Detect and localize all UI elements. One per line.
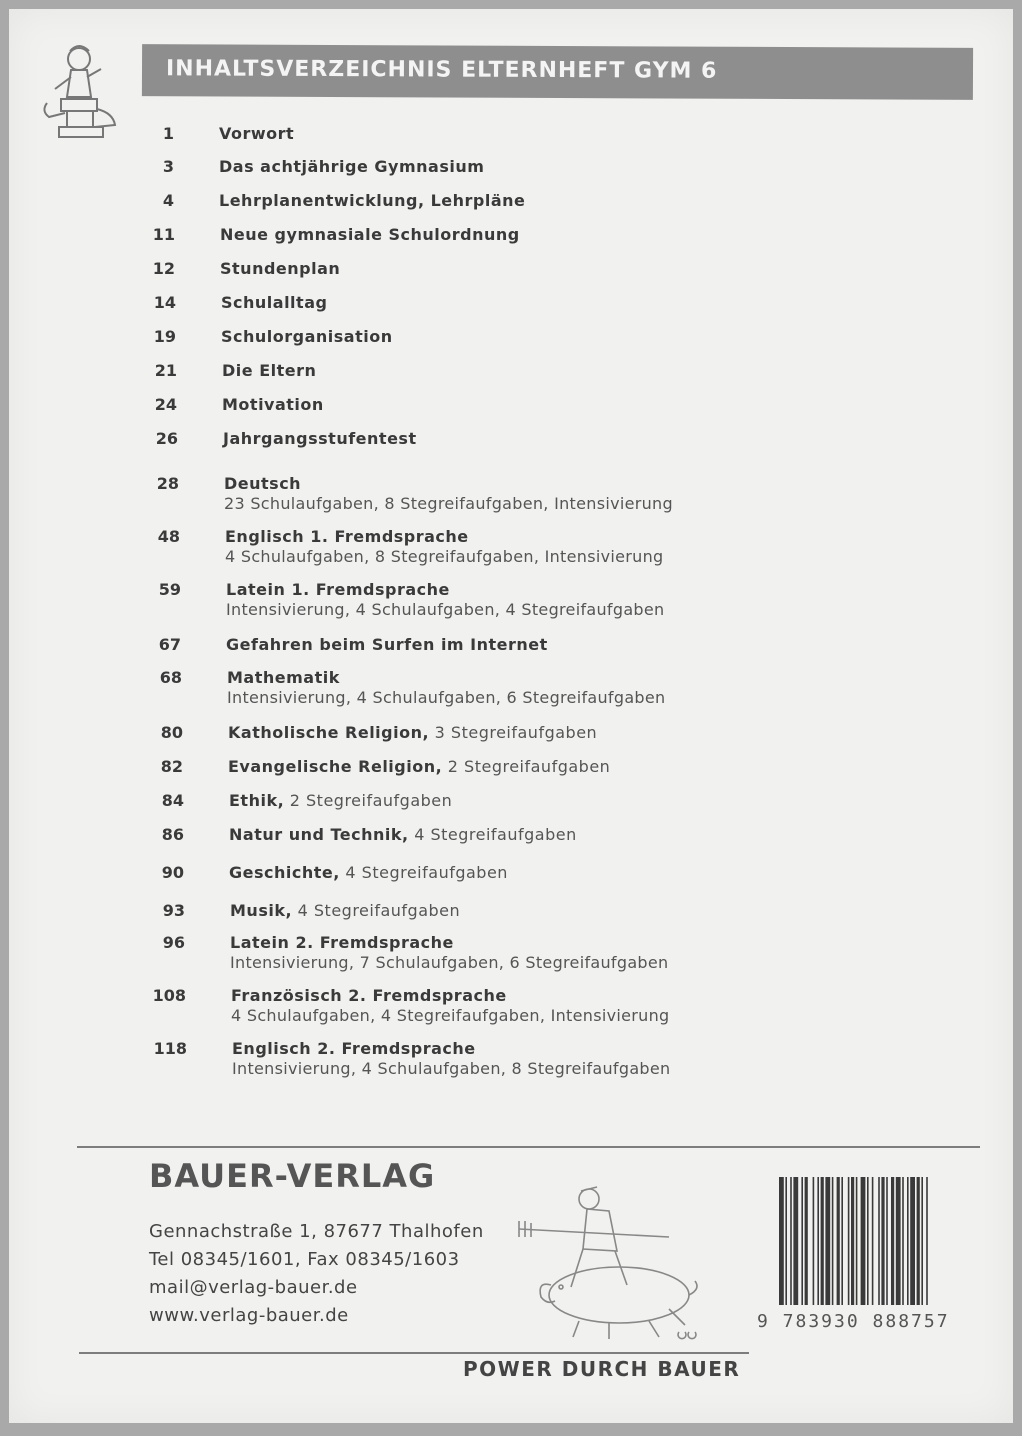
barcode-bar xyxy=(785,1177,787,1305)
barcode-bar xyxy=(793,1177,798,1305)
toc-page-number: 26 xyxy=(155,429,178,448)
barcode-bar xyxy=(921,1177,923,1305)
toc-title: Französisch 2. Fremdsprache xyxy=(231,986,507,1005)
publisher-address: Gennachstraße 1, 87677 Thalhofen xyxy=(149,1221,484,1242)
toc-title: Evangelische Religion, xyxy=(228,757,443,776)
toc-title: Die Eltern xyxy=(222,361,317,380)
toc-title-suffix: 2 Stegreifaufgaben xyxy=(442,757,611,776)
barcode-bar xyxy=(848,1177,850,1305)
toc-page-number: 82 xyxy=(160,757,183,776)
back-cover-page xyxy=(9,9,1013,1423)
toc-subtitle: Intensivierung, 4 Schulaufgaben, 4 Stegreifaufgaben xyxy=(226,600,665,619)
toc-title: Englisch 1. Fremdsprache xyxy=(225,527,469,546)
barcode-bar xyxy=(779,1177,784,1305)
publisher-website: www.verlag-bauer.de xyxy=(149,1305,349,1326)
publisher-email: mail@verlag-bauer.de xyxy=(149,1277,358,1298)
barcode-bar xyxy=(805,1177,808,1305)
toc-title: Natur und Technik, xyxy=(229,825,409,844)
toc-page-number: 86 xyxy=(161,825,184,844)
toc-title-suffix: 3 Stegreifaufgaben xyxy=(429,723,598,742)
toc-page-number: 67 xyxy=(158,635,181,654)
toc-page-number: 93 xyxy=(162,901,185,920)
barcode-icon xyxy=(775,1177,981,1307)
barcode-bar xyxy=(910,1177,915,1305)
toc-title: Lehrplanentwicklung, Lehrpläne xyxy=(219,191,526,210)
barcode-bar xyxy=(891,1177,894,1305)
toc-page-number: 59 xyxy=(158,580,181,599)
barcode-bar xyxy=(917,1177,920,1305)
toc-title-line xyxy=(220,259,340,278)
toc-title: Musik, xyxy=(230,901,293,920)
toc-title: Schulorganisation xyxy=(221,327,393,346)
toc-page-number: 19 xyxy=(153,327,176,346)
toc-title: Schulalltag xyxy=(221,293,328,312)
toc-title-line xyxy=(229,825,577,844)
page-title: INHALTSVERZEICHNIS ELTERNHEFT GYM 6 xyxy=(165,56,718,84)
toc-title-line xyxy=(219,124,294,143)
barcode-bar xyxy=(832,1177,834,1305)
toc-title: Geschichte, xyxy=(229,863,340,882)
toc-subtitle: Intensivierung, 4 Schulaufgaben, 6 Stegreifaufgaben xyxy=(227,688,666,707)
barcode-bar xyxy=(907,1177,909,1305)
toc-page-number: 84 xyxy=(161,791,184,810)
toc-title-line xyxy=(219,157,484,176)
toc-title-line xyxy=(232,1039,476,1058)
toc-title-line xyxy=(227,668,340,687)
toc-page-number: 12 xyxy=(152,259,175,278)
barcode-bar xyxy=(856,1177,858,1305)
toc-page-number: 21 xyxy=(154,361,177,380)
toc-subtitle: Intensivierung, 7 Schulaufgaben, 6 Stegreifaufgaben xyxy=(230,953,669,972)
toc-page-number: 11 xyxy=(152,225,175,244)
toc-page-number: 108 xyxy=(152,986,186,1005)
barcode-bar xyxy=(878,1177,880,1305)
toc-title-line xyxy=(231,986,507,1005)
barcode-bar xyxy=(821,1177,824,1305)
toc-title: Gefahren beim Surfen im Internet xyxy=(226,635,548,654)
toc-title: Jahrgangsstufentest xyxy=(223,429,417,448)
toc-title-line xyxy=(225,527,469,546)
toc-title-line xyxy=(222,361,316,380)
barcode-bar xyxy=(896,1177,901,1305)
toc-title: Latein 1. Fremdsprache xyxy=(226,580,450,599)
toc-title: Katholische Religion, xyxy=(228,723,430,742)
toc-title-line xyxy=(221,293,327,312)
toc-title: Deutsch xyxy=(224,474,302,493)
toc-title-line xyxy=(219,191,525,210)
toc-page-number: 24 xyxy=(154,395,177,414)
toc-title-line xyxy=(230,933,454,952)
toc-title-line xyxy=(224,474,301,493)
toc-title-line xyxy=(228,723,597,742)
barcode-bar xyxy=(813,1177,815,1305)
barcode-bar xyxy=(841,1177,843,1305)
barcode-bar xyxy=(886,1177,888,1305)
isbn-number: 9 783930 888757 xyxy=(757,1311,950,1332)
toc-title: Motivation xyxy=(222,395,324,414)
toc-title: Ethik, xyxy=(229,791,285,810)
publisher-slogan: POWER DURCH BAUER xyxy=(463,1357,741,1381)
toc-title-line xyxy=(222,395,324,414)
toc-title: Latein 2. Fremdsprache xyxy=(230,933,454,952)
toc-title: Vorwort xyxy=(219,124,295,143)
barcode-bar xyxy=(801,1177,803,1305)
toc-page-number: 4 xyxy=(162,191,174,210)
toc-title-suffix: 4 Stegreifaufgaben xyxy=(292,901,461,920)
barcode-bar xyxy=(872,1177,874,1305)
toc-title-line xyxy=(230,901,460,920)
toc-page-number: 80 xyxy=(160,723,183,742)
toc-subtitle: Intensivierung, 4 Schulaufgaben, 8 Stegreifaufgaben xyxy=(232,1059,671,1078)
toc-page-number: 118 xyxy=(153,1039,187,1058)
toc-title-suffix: 4 Stegreifaufgaben xyxy=(408,825,577,844)
publisher-phone: Tel 08345/1601, Fax 08345/1603 xyxy=(149,1249,460,1270)
farmer-riding-pig-icon xyxy=(509,1177,709,1342)
toc-title: Mathematik xyxy=(227,668,340,687)
barcode-bar xyxy=(902,1177,904,1305)
toc-title-line xyxy=(223,429,417,448)
toc-subtitle: 4 Schulaufgaben, 4 Stegreifaufgaben, Intensivierung xyxy=(231,1006,670,1025)
toc-title-line xyxy=(229,863,508,882)
divider-bottom xyxy=(79,1352,749,1354)
toc-title-line xyxy=(228,757,610,776)
barcode-bar xyxy=(837,1177,840,1305)
toc-page-number: 90 xyxy=(161,863,184,882)
barcode-bar xyxy=(825,1177,830,1305)
toc-title-line xyxy=(220,225,520,244)
toc-title: Stundenplan xyxy=(220,259,341,278)
toc-title-suffix: 4 Stegreifaufgaben xyxy=(339,863,508,882)
toc-title: Englisch 2. Fremdsprache xyxy=(232,1039,476,1058)
toc-page-number: 1 xyxy=(162,124,174,143)
divider-top xyxy=(77,1146,980,1148)
toc-page-number: 14 xyxy=(153,293,176,312)
toc-page-number: 3 xyxy=(162,157,174,176)
toc-page-number: 96 xyxy=(162,933,185,952)
publisher-name: BAUER-VERLAG xyxy=(149,1157,436,1195)
barcode-bar xyxy=(926,1177,928,1305)
table-of-contents xyxy=(9,9,1013,1109)
toc-title-suffix: 2 Stegreifaufgaben xyxy=(284,791,453,810)
toc-page-number: 68 xyxy=(159,668,182,687)
toc-title: Das achtjährige Gymnasium xyxy=(219,157,485,176)
toc-page-number: 28 xyxy=(156,474,179,493)
toc-title-line xyxy=(226,580,450,599)
barcode-bar xyxy=(817,1177,819,1305)
toc-page-number: 48 xyxy=(157,527,180,546)
toc-title-line xyxy=(221,327,393,346)
barcode-bar xyxy=(790,1177,792,1305)
barcode-bar xyxy=(851,1177,854,1305)
toc-subtitle: 23 Schulaufgaben, 8 Stegreifaufgaben, Intensivierung xyxy=(224,494,673,513)
toc-title-line xyxy=(226,635,548,654)
barcode-bar xyxy=(881,1177,884,1305)
barcode-bar xyxy=(861,1177,866,1305)
toc-title: Neue gymnasiale Schulordnung xyxy=(220,225,520,244)
toc-title-line xyxy=(229,791,452,810)
barcode-bar xyxy=(867,1177,869,1305)
toc-subtitle: 4 Schulaufgaben, 8 Stegreifaufgaben, Intensivierung xyxy=(225,547,664,566)
